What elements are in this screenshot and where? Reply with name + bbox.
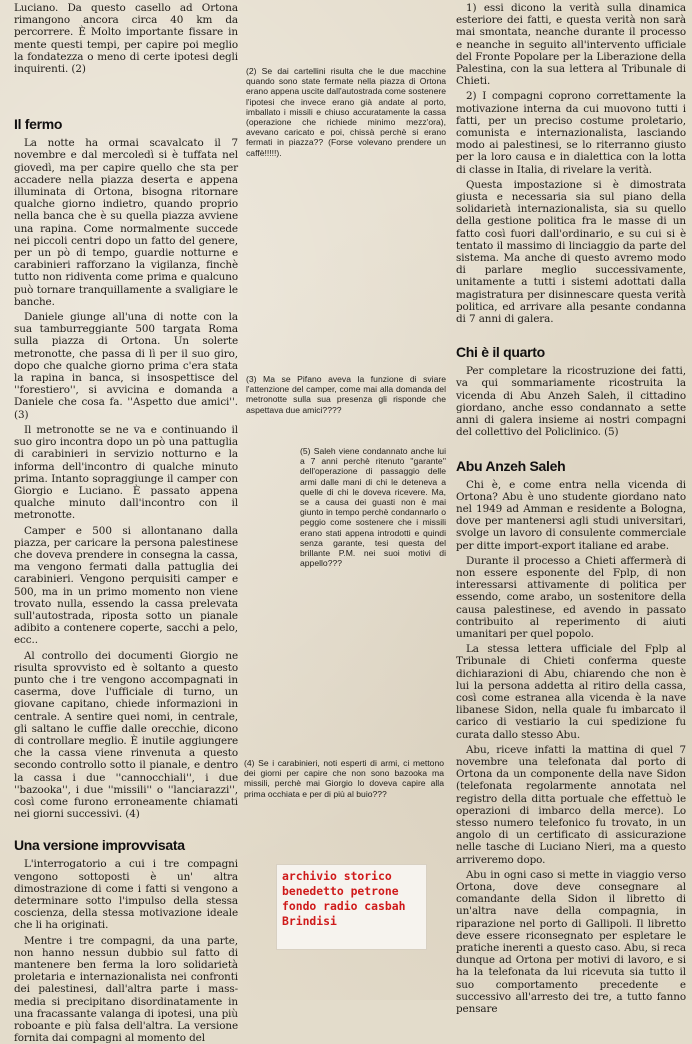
heading-abu-anzeh-saleh: Abu Anzeh Saleh	[456, 457, 566, 474]
paragraph: Il metronotte se ne va e continuando il suo giro incontra dopo un pò una pattuglia di carabinieri in servizio notturno e la informa dell'incontro di qualche minuto prima. Intanto sopraggiunge il camper con Giorgio e Luciano. È passato appena qualche minuto dall'incontro con il metronotte.	[14, 423, 238, 522]
paragraph: Camper e 500 si allontanano dalla piazza, per caricare la persona palestinese che doveva prendere in consegna la cassa, ma vengono fermati dalla pattuglia dei carabinieri. Vengono perquisiti camper e 500, ma in un primo momento non viene trovato nulla, essendo la cassa prelevata sull'autostrada, riposta sotto un pianale adibito a contenere coperte, sacchi a pelo, ecc..	[14, 524, 238, 647]
paragraph: Abu, riceve infatti la mattina di quel 7 novembre una telefonata dal porto di Ortona da un componente della nave Sidon (telefonata regolarmente annotata nel registro della ditta portuale che effettuò le operazioni di imbarco della merce). Lo stesso numero telefonico fu trovato, in un angolo di un certificato di assicurazione nelle tasche di Luciano Nieri, ma a questo arriveremo dopo.	[456, 743, 686, 866]
right-column	[456, 2, 686, 1016]
footnote-2: (2) Se dai cartellini risulta che le due macchine quando sono state fermate nella piazza di Ortona erano appena uscite dall'autostrada come sostenere l'ipotesi che invece erano già andate al porto, imballato i missili e chiuso accuratamente la cassa (operazione che richiede minimo mezz'ora), avevano caricato e poi, chissà perchè si erano fermati in piazza?? (Forse volevano prendere un caffè!!!!!).	[246, 66, 446, 158]
paragraph: Al controllo dei documenti Giorgio ne risulta sprovvisto ed è soltanto a questo punto che i tre vengono accompagnati in caserma, dove l'ufficiale di turno, un giovane capitano, chiede informazioni in centrale. A sentire quei nomi, in centrale, gli saltano le cuffie dalle orecchie, dicono di controllare meglio. È inutile aggiungere che la cassa viene rinvenuta a questo secondo controllo sotto il pianale, e dentro la cassa i due ''cannocchiali'', i due ''bazooka'', i due ''missili'' o ''lanciarazzi'', così come furono erroneamente chiamati nei giorni successivi. (4)	[14, 649, 238, 821]
footnote-4: (4) Se i carabinieri, noti esperti di armi, ci mettono dei giorni per capire che non sono bazooka ma missili, perchè mai Giorgio lo doveva capire alla prima occhiata e per di più al buio???	[244, 758, 444, 799]
paragraph: Chi è, e come entra nella vicenda di Ortona? Abu è uno studente giordano nato nel 1949 ad Amman e residente a Bologna, dove per mantenersi agli studi universitari, svolge un lavoro di consulente commerciale per ditte import-export italiane ed arabe.	[456, 478, 686, 552]
paragraph: Daniele giunge all'una di notte con la sua tamburreggiante 500 targata Roma sulla piazza di Ortona. Un solerte metronotte, che passa di lì per il suo giro, dopo che qualche giorno prima c'era stata la rapina in banca, si insospettisce del ''forestiero'', si avvicina e domanda a Daniele che cosa fa. ''Aspetto due amici''. (3)	[14, 311, 238, 421]
paragraph: Abu in ogni caso si mette in viaggio verso Ortona, dove deve consegnare al comandante della Sidon il libretto di un'altra nave della compagnia, in riparazione nel porto di Gallipoli. Il libretto deve essere riconsegnato per espletare le pratiche inerenti a questo caso. Abu, si reca dunque ad Ortona per motivi di lavoro, e si ha la telefonata da lui ricevuta sia tutto il suo comportamento precedente e successivo all'arresto dei tre, a tutto fanno pensare	[456, 868, 686, 1016]
paragraph: Durante il processo a Chieti affermerà di non essere esponente del Fplp, di non interessarsi attivamente di politica per essendo, come arabo, un sostenitore della causa palestinese, ed avendo in passato contribuito al reperimento di aiuti umanitari per quel popolo.	[456, 554, 686, 640]
paragraph: La stessa lettera ufficiale del Fplp al Tribunale di Chieti conferma queste dichiarazioni di Abu, chiarendo che non è lui la persona addetta al ritiro della cassa, così come estranea alla vicenda è la nave libanese Sidon, nella quale fu imbarcato il carico di vestiario la cui spedizione fu curata dallo stesso Abu.	[456, 643, 686, 741]
stamp-line: archivio storico	[282, 869, 392, 883]
paragraph: Questa impostazione si è dimostrata giusta e necessaria sia sul piano della solidarietà internazionalista, sia su quello della gestione politica fra le masse di un fatto così fuori dall'ordinario, e su cui si è tentato il massimo di linciaggio da parte del sistema. Ma anche di questo avremo modo di parlare meglio successivamente, unitamente a tutti i sistemi adottati dalla magistratura per disinnescare questa verità politica, ed arrivare alla pesante condanna di 7 anni di galera.	[456, 178, 686, 326]
stamp-line: Brindisi	[282, 914, 337, 928]
paragraph: La notte ha ormai scavalcato il 7 novembre e dal mercoledì si è tuffata nel giovedì, ma per capire quello che sta per accadere nella piazza deserta e appena illuminata di Ortona, bisogna ritornare qualche giorno indietro, quando proprio nella banca che è su quella piazza avviene una rapina. Come normalmente succede nei piccoli centri dopo un fatto del genere, per un pò di tempo, guardie notturne e carabinieri rafforzano la vigilanza, finchè tutto non ridiventa come prima e qualcuno può tornare tranquillamente a svaligiare le banche.	[14, 137, 238, 308]
stamp-line: fondo radio casbah	[282, 899, 406, 913]
paragraph: 1) essi dicono la verità sulla dinamica esteriore dei fatti, e questa verità non sarà mai smontata, neanche durante il processo e neanche in seguito all'intervento ufficiale del Fronte Popolare per la Liberazione della Palestina, con la sua lettera al Tribunale di Chieti.	[456, 2, 686, 88]
stamp-line: benedetto petrone	[282, 884, 399, 898]
paragraph: L'interrogatorio a cui i tre compagni vengono sottoposti è un' altra dimostrazione di come i fatti si vengono a determinare sotto l'impulso della stessa coscienza, della stessa motivazione ideale che li ha originati.	[14, 858, 238, 932]
archive-stamp	[276, 864, 427, 950]
heading-chi-e-il-quarto: Chi è il quarto	[456, 344, 545, 361]
heading-il-fermo: Il fermo	[14, 116, 63, 133]
footnote-3: (3) Ma se Pifano aveva la funzione di sviare l'attenzione del camper, come mai alla domanda del metronotte sulla sua presenza gli risponde che aspettava due amici????	[246, 374, 446, 415]
paragraph: Mentre i tre compagni, da una parte, non hanno nessun dubbio sul fatto di mantenere ben ferma la loro solidarietà proletaria e internazionalista nei confronti dei palestinesi, dall'altra parte i mass-media si precipitano disordinatamente in una fracassante valanga di ipotesi, una più roboante e più falsa dell'altra. La versione fornita dai compagni al momento del	[14, 934, 238, 1044]
left-column	[14, 2, 238, 1044]
heading-una-versione-improvvisata: Una versione improvvisata	[14, 837, 185, 854]
paragraph: 2) I compagni coprono correttamente la motivazione interna da cui muovono tutti i fatti, per un preciso costume proletario, comunista e internazionalista, lasciando modo ai palestinesi, se lo riterranno giusto per la loro causa e in dialettica con la lotta di classe in Italia, di rivelare la verità.	[456, 90, 686, 176]
footnote-5: (5) Saleh viene condannato anche lui a 7 anni perchè ritenuto ''garante'' dell'operazione di passaggio delle armi dalle mani di chi le deteneva a quelle di chi le doveva ricevere. Ma, se a causa dei guasti non è mai giunto in tempo perchè condannarlo o peggio come sostenere che i missili erano stati appena introdotti e quindi senza garante, tesi questa del brillante P.M. nei suoi motivi di appello???	[300, 446, 446, 569]
paragraph: Per completare la ricostruzione dei fatti, va qui sommariamente ricostruita la vicenda di Abu Anzeh Saleh, il cittadino giordano, anche esso condannato a sette anni di galera insieme ai nostri compagni del collettivo del Policlinico. (5)	[456, 365, 686, 439]
intro-paragraph: Luciano. Da questo casello ad Ortona rimangono ancora circa 40 km da percorrere. È Molto importante fissare in mente questi tempi, per capire poi meglio la fondatezza o meno di certe ipotesi degli inquirenti. (2)	[14, 2, 238, 76]
